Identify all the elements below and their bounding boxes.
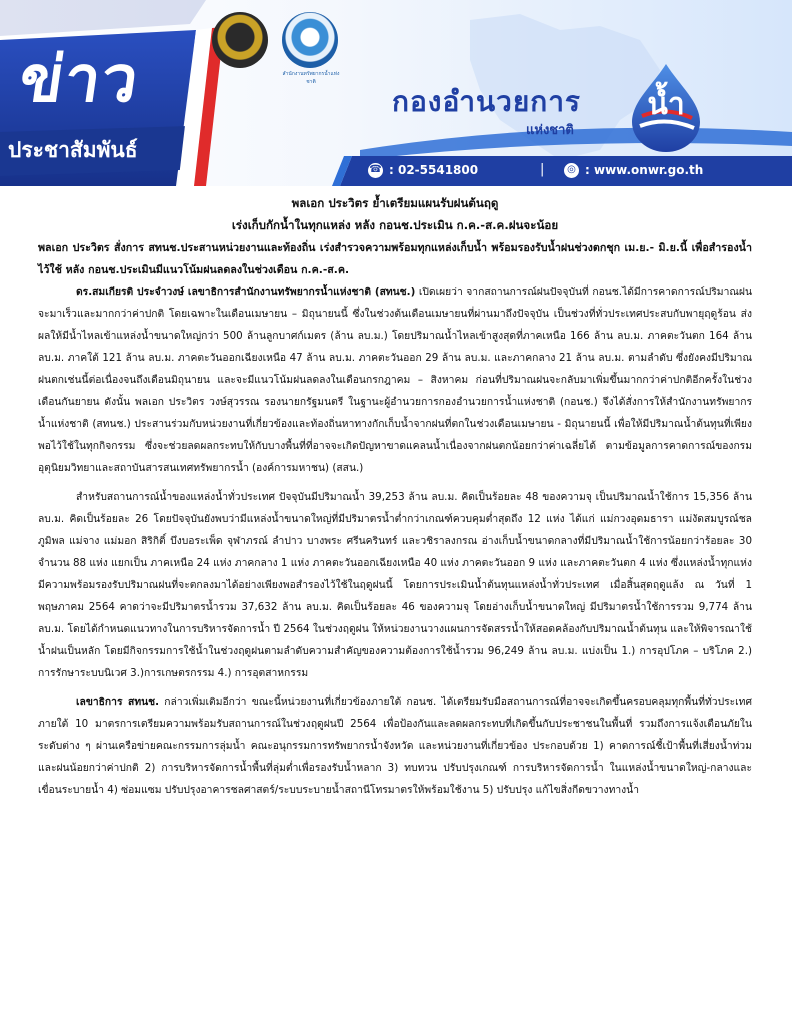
brand-subtitle: ประชาสัมพันธ์ — [8, 138, 138, 162]
onwr-logo-caption: สำนักงานทรัพยากรน้ำแห่งชาติ — [282, 71, 340, 85]
contact-separator: | — [540, 162, 545, 177]
headline-line-2: เร่งเก็บกักน้ำในทุกแหล่ง หลัง กอนช.ประเมิน ก.ค.-ส.ค.ฝนจะน้อย — [231, 218, 559, 232]
website-url: : www.onwr.go.th — [585, 163, 704, 177]
org-suffix: แห่งชาติ — [526, 123, 574, 138]
water-word-logo — [622, 62, 710, 154]
phone-icon: ☎ — [368, 163, 383, 178]
paragraph-3-text: กล่าวเพิ่มเติมอีกว่า ขณะนี้หน่วยงานที่เกี่ยวข้องภายใต้ กอนช. ได้เตรียมรับมือสถานการณ์ที่อาจจะเกิดขึ้นครอบคลุมทุกพื้นที่ทั่วประเทศภายใต้ 10 มาตรการเตรียมความพร้อมรับสถานการณ์ในช่วงฤดูฝนปี 2564 เพื่อป้องกันและลดผลกระทบที่เกิดขึ้นกับประชาชนในพื้นที่ รวมถึงการแจ้งเตือนภัยในระดับต่าง ๆ ผ่านเครือข่ายคณะกรรมการลุ่มน้ำ คณะอนุกรรมการทรัพยากรน้ำจังหวัด และหน่วยงานที่เกี่ยวข้อง ประกอบด้วย 1) คาดการณ์ชี้เป้าพื้นที่เสี่ยงน้ำท่วมและฝนน้อยกว่าค่าปกติ 2) การบริหารจัดการน้ำพื้นที่ลุ่มต่ำเพื่อรองรับน้ำหลาก 3) ทบทวน ปรับปรุงเกณฑ์ การบริหารจัดการน้ำ ในแหล่งน้ำขนาดใหญ่-กลางและเขื่อนระบายน้ำ 4) ซ่อมแซม ปรับปรุงอาคารชลศาสตร์/ระบบระบายน้ำสถานีโทรมาตรให้พร้อมใช้งาน 5) ปรับปรุง แก้ไขสิ่งกีดขวางทางน้ำ — [38, 696, 753, 796]
paragraph-1-text: เปิดเผยว่า จากสถานการณ์ฝนปัจจุบันที่ กอนช.ได้มีการคาดการณ์ปริมาณฝนจะมาเร็วและมากกว่าค่าปกติ โดยเฉพาะในเดือนเมษายน – มิถุนายนนี้ ซึ่งในช่วงต้นเดือนเมษายนที่ผ่านมาถึงปัจจุบัน เป็นช่วงที่ทั่วประเทศประสบกับพายุฤดูร้อน ส่งผลให้มีน้ำไหลเข้าแหล่งน้ำขนาดใหญ่กว่า 500 ล้านลูกบาศก์เมตร (ล้าน ลบ.ม.) โดยปริมาณน้ำไหลเข้าสูงสุดที่ภาคเหนือ 166 ล้าน ลบ.ม. ภาคตะวันตก 164 ล้าน ลบ.ม. ภาคใต้ 121 ล้าน ลบ.ม. ภาคตะวันออกเฉียงเหนือ 47 ล้าน ลบ.ม. ภาคตะวันออก 29 ล้าน ลบ.ม. และภาคกลาง 21 ล้าน ลบ.ม. ตามลำดับ ซึ่งยังคงมีปริมาณฝนตกเช่นนี้ต่อเนื่องจนถึงเดือนมิถุนายน และจะมีแนวโน้มฝนลดลงในเดือนกรกฎาคม – สิงหาคม ก่อนที่ปริมาณฝนจะกลับมาเพิ่มขึ้นมากกว่าค่าปกติอีกครั้งในช่วงเดือนกันยายน ดังนั้น พลเอก ประวิตร วงษ์สุวรรณ รองนายกรัฐมนตรี ในฐานะผู้อำนวยการกองอำนวยการน้ำแห่งชาติ (กอนช.) จึงได้สั่งการให้สำนักงานทรัพยากรน้ำแห่งชาติ (สทนช.) ประสานร่วมกับหน่วยงานที่เกี่ยวข้องและท้องถิ่นหาทางกักเก็บน้ำจากฝนที่ตกในช่วงเดือนเมษายน - มิถุนายนนี้ เพื่อให้มีปริมาณน้ำต้นทุนที่เพียงพอไว้ใช้ในทุกกิจกรรม ซึ่งจะช่วยลดผลกระทบให้กับบางพื้นที่ที่อาจจะเกิดปัญหาขาดแคลนน้ำเนื่องจากฝนตกน้อยกว่าค่าเฉลี่ยได้ ตามข้อมูลการคาดการณ์ของกรมอุตุนิยมวิทยาและสถาบันสารสนเทศทรัพยากรน้ำ (องค์การมหาชน) (สสน.) — [38, 286, 752, 474]
paragraph-1 — [38, 281, 752, 479]
phone-number: : 02-5541800 — [389, 163, 479, 177]
onwr-logo — [282, 12, 338, 68]
org-name: กองอำนวยการ — [392, 85, 581, 118]
header-banner — [0, 0, 792, 186]
globe-icon: ◎ — [564, 163, 579, 178]
contact-bar — [350, 158, 792, 182]
lead-summary: พลเอก ประวิตร สั่งการ สทนช.ประสานหน่วยงานและท้องถิ่น เร่งสำรวจความพร้อมทุกแหล่งเก็บน้ำ พร้อมรองรับน้ำฝนช่วงตกชุก เม.ย.- มิ.ย.นี้ เพื่อสำรองน้ำไว้ใช้ หลัง กอนช.ประเมินมีแนวโน้มฝนลดลงในช่วงเดือน ก.ค.-ส.ค. — [38, 241, 752, 276]
paragraph-2: สำหรับสถานการณ์น้ำของแหล่งน้ำทั่วประเทศ ปัจจุบันมีปริมาณน้ำ 39,253 ล้าน ลบ.ม. คิดเป็นร้อยละ 48 ของความจุ เป็นปริมาณน้ำใช้การ 15,356 ล้าน ลบ.ม. คิดเป็นร้อยละ 26 โดยปัจจุบันยังพบว่ามีแหล่งน้ำขนาดใหญ่ที่มีปริมาตรน้ำต่ำกว่าเกณฑ์ควบคุมต่ำสุดถึง 12 แห่ง ได้แก่ แม่กวงอุดมธารา แม่งัดสมบูรณ์ชล ภูมิพล แม่จาง แม่มอก สิริกิติ์ บึงบอระเพ็ด จุฬาภรณ์ ลำปาว บางพระ ศรีนครินทร์ และวชิราลงกรณ อ่างเก็บน้ำขนาดกลางที่มีปริมาณน้ำใช้การน้อยกว่าร้อยละ 30 จำนวน 88 แห่ง แยกเป็น ภาคเหนือ 24 แห่ง ภาคกลาง 1 แห่ง ภาคตะวันออกเฉียงเหนือ 40 แห่ง ภาคตะวันออก 9 แห่ง และภาคตะวันตก 4 แห่ง ซึ่งแหล่งน้ำทุกแห่งมีความพร้อมรองรับปริมาณฝนที่จะตกลงมาได้อย่างเพียงพอสำรองไว้ใช้ในฤดูฝนนี้ โดยการประเมินน้ำต้นทุนแหล่งน้ำทั่วประเทศ เมื่อสิ้นสุดฤดูแล้ง ณ วันที่ 1 พฤษภาคม 2564 คาดว่าจะมีปริมาตรน้ำรวม 37,632 ล้าน ลบ.ม. คิดเป็นร้อยละ 46 ของความจุ โดยอ่างเก็บน้ำขนาดใหญ่ มีปริมาตรน้ำใช้การรวม 9,774 ล้าน ลบ.ม. โดยได้กำหนดแนวทางในการบริหารจัดการน้ำ ปี 2564 ในช่วงฤดูฝน ให้หน่วยงานวางแผนการจัดสรรน้ำให้สอดคล้องกับปริมาณน้ำต้นทุน และให้พิจารณาใช้น้ำฝนเป็นหลัก โดยมีกิจกรรมการใช้น้ำในช่วงฤดูฝนตามลำดับความสำคัญของความต้องการใช้น้ำรวม 96,249 ล้าน ลบ.ม. แบ่งเป็น 1.) การอุปโภค – บริโภค 2.) การรักษาระบบนิเวศ 3.)การเกษตรกรรม 4.) การอุตสาหกรรม — [38, 491, 752, 679]
government-seal-logo — [212, 12, 268, 68]
press-release-article — [38, 192, 752, 801]
paragraph-1-speaker: ดร.สมเกียรติ ประจำวงษ์ เลขาธิการสำนักงานทรัพยากรน้ำแห่งชาติ (สทนช.) — [76, 286, 416, 298]
contact-website — [564, 161, 703, 179]
contact-phone — [368, 161, 478, 179]
paragraph-3 — [38, 691, 752, 801]
brand-word: ข่าว — [14, 43, 144, 117]
paragraph-3-speaker: เลขาธิการ สทนช. — [76, 696, 160, 708]
headline-line-1: พลเอก ประวิตร ย้ำเตรียมแผนรับฝนต้นฤดู — [291, 196, 499, 210]
water-word-text: น้ำ — [647, 87, 685, 122]
